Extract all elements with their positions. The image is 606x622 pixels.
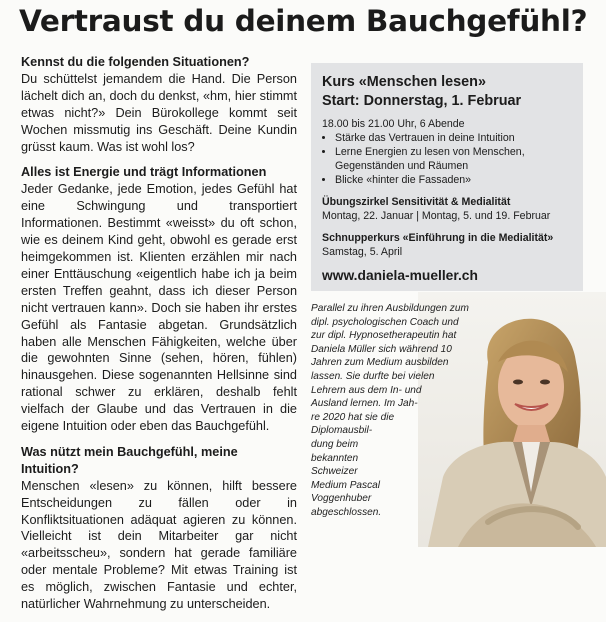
event-dates: Samstag, 5. April [322, 246, 403, 258]
caption-line: Medium Pascal [311, 479, 381, 491]
caption-line: lassen. Sie durfte bei vielen [311, 370, 435, 382]
section-intuition [21, 444, 297, 613]
caption-line: dipl. psychologischen Coach und [311, 316, 459, 328]
list-item: • Lerne Energien zu lesen von Menschen, Gegenständen und Räumen [335, 145, 573, 173]
section-heading: Kennst du die folgenden Situationen? [21, 55, 250, 69]
course-start: Start: Donnerstag, 1. Februar [322, 93, 522, 109]
caption-line: Schweizer [311, 466, 358, 478]
caption-line: Daniela Müller sich während 10 [311, 343, 452, 355]
section-heading: Alles ist Energie und trägt Informationen [21, 165, 267, 180]
section-body: Menschen «lesen» zu können, hilft bessere Entscheidungen zu fällen oder in Konfliktsituationen adäquat agieren zu können. Vielleicht ist dein Mitarbeiter gar nicht «arbeitsscheu», sondern hat gerade familiäre oder mentale Probleme? Mit etwas Training ist es möglich, zwischen Fantasie und echter, natürlicher Wahrnehmung zu unterscheiden. [21, 478, 297, 612]
course-time: 18.00 bis 21.00 Uhr, 6 Abende [322, 118, 465, 130]
section-heading: Was nützt mein Bauchgefühl, meine Intuition? [21, 444, 238, 476]
caption-line: bekannten [311, 452, 359, 464]
section-energy [21, 164, 297, 435]
section-body: Du schüttelst jemandem die Hand. Die Person lächelt dich an, doch du denkst, «hm, hier stimmt etwas nicht?» Dein Bürokollege kommt seit Wochen missmutig ins Geschäft. Deine Kundin grüsst kaum. Was ist wohl los? [21, 71, 297, 154]
section-situations [21, 54, 297, 155]
caption-line: Voggenhuber [311, 493, 372, 505]
course-info-box [311, 63, 583, 291]
website-link[interactable]: www.daniela-mueller.ch [322, 268, 478, 283]
event-dates: Montag, 22. Januar | Montag, 5. und 19. Februar [322, 210, 551, 222]
event-title: Übungszirkel Sensitivität & Medialität [322, 196, 511, 208]
headline: Vertraust du deinem Bauchgefühl? [19, 4, 588, 38]
caption-line: dung beim [311, 438, 359, 450]
caption-line: Diplomausbil- [311, 425, 373, 437]
caption-line: Lehrern aus dem In- und [311, 384, 422, 396]
article-column [21, 54, 297, 622]
caption-line: abgeschlossen. [311, 506, 382, 518]
caption-line: Ausland lernen. Im Jah- [311, 398, 418, 410]
list-item: • Blicke «hinter die Fassaden» [335, 173, 573, 187]
section-body: Jeder Gedanke, jede Emotion, jedes Gefühl hat eine Schwingung und transportiert Informationen. Bestimmt «weisst» du oft schon, wie es deinem Kind geht, obwohl es gerade erst heimgekommen ist. Klienten erzählen mir nach einer Enttäuschung «eigentlich habe ich ja beim ersten Treffen geahnt, dass ich dieser Person nicht vertrauen kann». Doch sie haben ihr erstes Gefühl als Fantasie abgetan. Grundsätzlich haben alle Menschen Fähigkeiten, welche über die gewohnten Sinne (sehen, hören, fühlen) hinausgehen. Diese sogenannten Hellsinne sind rational schwer zu erklären, deshalb fehlt vielfach der Glaube und das Vertrauen in die eigene Intuition oder eben das Bauchgefühl. [21, 182, 297, 434]
caption-line: Parallel zu ihren Ausbildungen zum [311, 303, 469, 314]
course-bullets [322, 131, 573, 187]
caption-line: re 2020 hat sie die [311, 411, 395, 423]
event-title: Schnupperkurs «Einführung in die Medialität» [322, 232, 554, 244]
course-title: Kurs «Menschen lesen» [322, 74, 486, 90]
list-item: • Stärke das Vertrauen in deine Intuition [335, 131, 573, 145]
caption-line: Jahren zum Medium ausbilden [311, 357, 449, 369]
caption-line: zur dipl. Hypnosetherapeutin hat [311, 330, 457, 342]
photo-caption [311, 302, 606, 520]
